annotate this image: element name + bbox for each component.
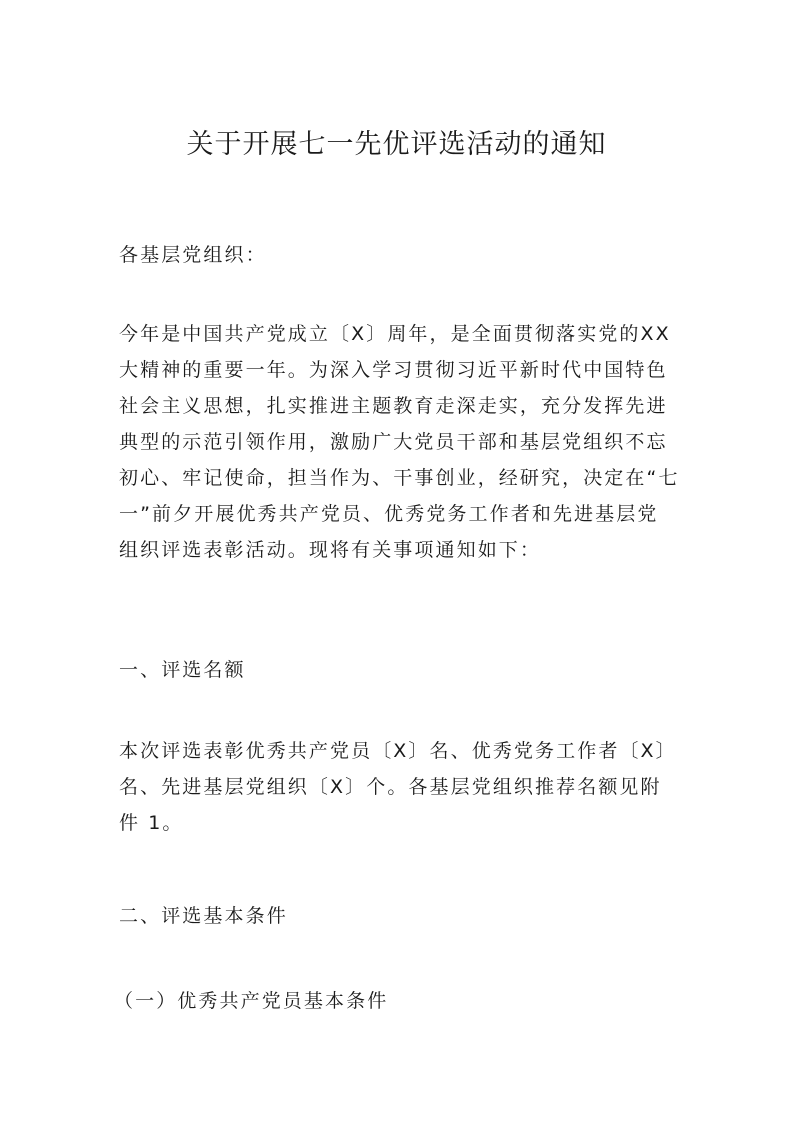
paragraph-line: 一”前夕开展优秀共产党员、优秀党务工作者和先进基层党 [119, 503, 659, 525]
intro-paragraph [119, 316, 679, 568]
paragraph-line: 件 1。 [119, 812, 184, 834]
section-heading-criteria: 二、评选基本条件 [119, 905, 288, 927]
salutation: 各基层党组织： [119, 244, 267, 266]
paragraph-line: 今年是中国共产党成立〔X〕周年，是全面贯彻落实党的XX [119, 323, 671, 345]
paragraph-line: 典型的示范引领作用，激励广大党员干部和基层党组织不忘 [119, 431, 668, 453]
paragraph-line: 名、先进基层党组织〔X〕个。各基层党组织推荐名额见附 [119, 776, 662, 798]
paragraph-line: 初心、牢记使命，担当作为、干事创业，经研究，决定在“七 [119, 467, 680, 489]
paragraph-line: 社会主义思想，扎实推进主题教育走深走实，充分发挥先进 [119, 395, 668, 417]
subsection-heading-party-member: （一）优秀共产党员基本条件 [114, 990, 389, 1012]
paragraph-line: 组织评选表彰活动。现将有关事项通知如下： [119, 539, 542, 561]
quota-paragraph [119, 733, 679, 841]
paragraph-line: 本次评选表彰优秀共产党员〔X〕名、优秀党务工作者〔X〕 [119, 740, 677, 762]
paragraph-line: 大精神的重要一年。为深入学习贯彻习近平新时代中国特色 [119, 359, 668, 381]
document-title: 关于开展七一先优评选活动的通知 [186, 129, 607, 160]
section-heading-quota: 一、评选名额 [119, 659, 246, 681]
